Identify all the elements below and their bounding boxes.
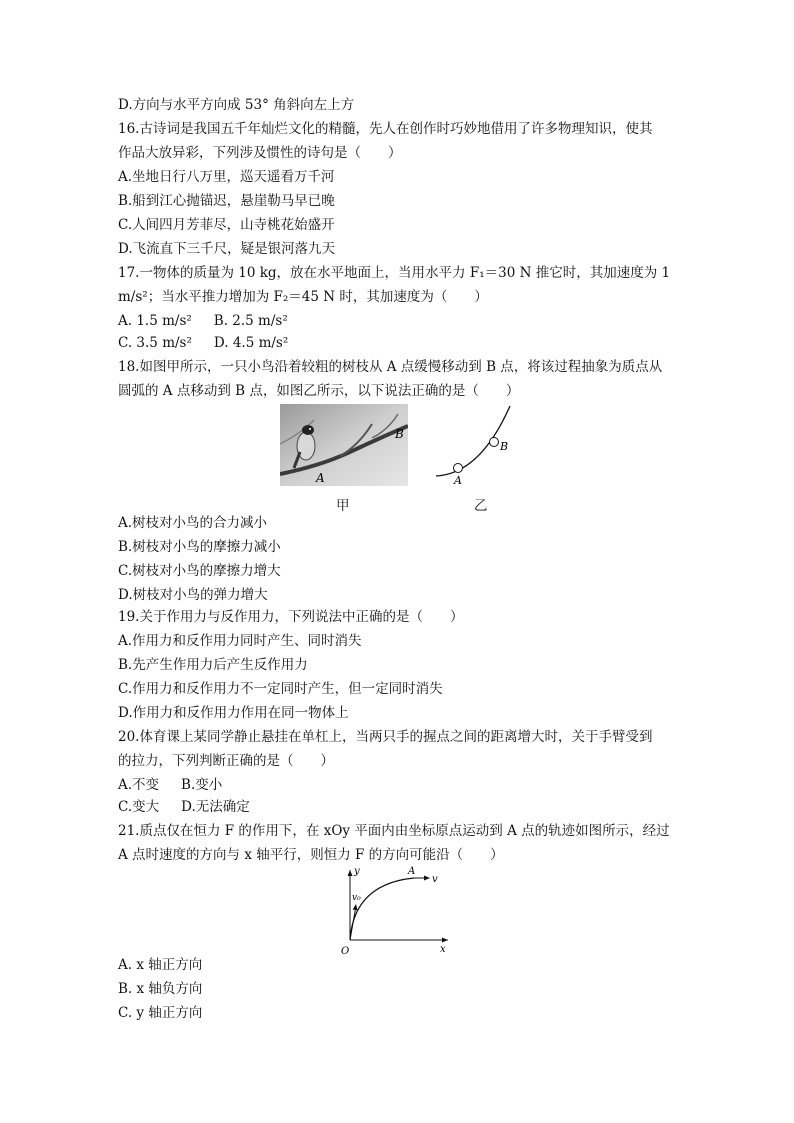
options-20-cd (118, 798, 250, 816)
option-17-d: D. 4.5 m/s² (213, 335, 289, 351)
trajectory-diagram (336, 864, 456, 956)
question-18-stem-cont: 圆弧的 A 点移动到 B 点，如图乙所示，以下说法正确的是（ ） (118, 383, 520, 399)
option-18-c: C.树枝对小鸟的摩擦力增大 (118, 563, 281, 579)
option-19-d: D.作用力和反作用力作用在同一物体上 (118, 705, 349, 721)
axis-label-x: x (440, 944, 446, 955)
option-18-a: A.树枝对小鸟的合力减小 (118, 515, 268, 531)
question-19-stem: 19.关于作用力与反作用力，下列说法中正确的是（ ） (118, 609, 464, 625)
option-16-c: C.人间四月芳菲尽，山寺桃花始盛开 (118, 217, 335, 233)
initial-velocity-label: v₀ (352, 893, 361, 903)
option-17-b: B. 2.5 m/s² (213, 313, 288, 329)
option-20-b: B.变小 (181, 777, 223, 793)
option-19-a: A.作用力和反作用力同时产生、同时消失 (118, 633, 362, 649)
bird-photo (280, 404, 408, 486)
options-20-ab (118, 776, 222, 794)
option-16-b: B.船到江心抛锚迟，悬崖勒马早已晚 (118, 193, 335, 209)
question-21-stem-cont: A 点时速度的方向与 x 轴平行，则恒力 F 的方向可能沿（ ） (118, 847, 504, 863)
question-17-stem-cont: m/s²；当水平推力增加为 F₂＝45 N 时，其加速度为（ ） (118, 289, 488, 305)
option-18-d: D.树枝对小鸟的弹力增大 (118, 587, 268, 603)
question-20-stem-cont: 的拉力，下列判断正确的是（ ） (118, 753, 334, 769)
option-19-b: B.先产生作用力后产生反作用力 (118, 657, 308, 673)
option-21-b: B. x 轴负方向 (118, 981, 203, 997)
question-16-stem: 16.古诗词是我国五千年灿烂文化的精髓，先人在创作时巧妙地借用了许多物理知识，使其 (118, 121, 653, 137)
arc-label-b: B (500, 440, 509, 453)
question-16-stem-cont: 作品大放异彩，下列涉及惯性的诗句是（ ） (118, 145, 402, 161)
option-20-a: A.不变 (118, 777, 160, 793)
caption-yi: 乙 (474, 498, 488, 514)
option-17-a: A. 1.5 m/s² (118, 313, 192, 329)
point-a-label: A (408, 866, 416, 877)
options-17-cd (118, 334, 288, 352)
velocity-label: v (432, 874, 438, 885)
option-16-d: D.飞流直下三千尺，疑是银河落九天 (118, 241, 336, 257)
figure-18 (280, 404, 520, 514)
question-20-stem: 20.体育课上某同学静止悬挂在单杠上，当两只手的握点之间的距离增大时，关于手臂受到 (118, 729, 653, 745)
question-21-stem: 21.质点仅在恒力 F 的作用下，在 xOy 平面内由坐标原点运动到 A 点的轨迹如图所示，经过 (118, 823, 670, 839)
caption-jia: 甲 (336, 498, 350, 514)
arc-diagram (430, 404, 520, 486)
option-20-c: C.变大 (118, 799, 160, 815)
options-17-ab (118, 312, 288, 330)
option-18-b: B.树枝对小鸟的摩擦力减小 (118, 539, 281, 555)
option-16-a: A.坐地日行八万里，巡天遥看万千河 (118, 169, 335, 185)
origin-label: O (341, 946, 350, 956)
question-18-stem: 18.如图甲所示，一只小鸟沿着较粗的树枝从 A 点缓慢移动到 B 点，将该过程抽象为质点从 (118, 359, 663, 375)
option-15-d: D.方向与水平方向成 53° 角斜向左上方 (118, 97, 355, 113)
arc-label-a: A (454, 474, 462, 486)
option-21-a: A. x 轴正方向 (118, 957, 203, 973)
figure-21 (336, 864, 456, 956)
option-19-c: C.作用力和反作用力不一定同时产生，但一定同时消失 (118, 681, 443, 697)
option-20-d: D.无法确定 (181, 799, 250, 815)
axis-label-y: y (354, 866, 360, 877)
photo-label-b: B (395, 427, 404, 441)
option-21-c: C. y 轴正方向 (118, 1005, 203, 1021)
question-17-stem: 17.一物体的质量为 10 kg，放在水平地面上，当用水平力 F₁＝30 N 推它时，其加速度为 1 (118, 265, 671, 281)
option-17-c: C. 3.5 m/s² (118, 335, 192, 351)
photo-label-a: A (316, 471, 325, 485)
